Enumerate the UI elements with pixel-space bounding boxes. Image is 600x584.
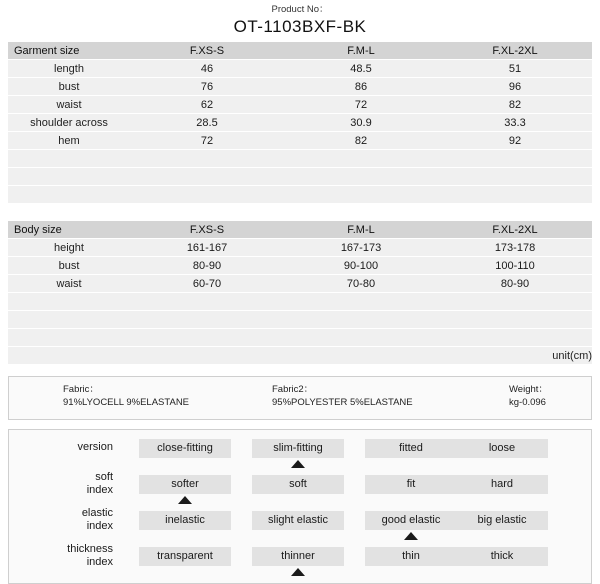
option-soft-3[interactable]: fit	[365, 475, 457, 494]
row-value: 82	[438, 96, 592, 114]
attribute-label-soft-line1: soft	[95, 471, 113, 483]
unit-row	[8, 347, 592, 365]
attribute-label-version: version	[77, 441, 113, 453]
garment-header-cell: F.XS-S	[130, 42, 284, 60]
attribute-row-soft	[9, 471, 591, 510]
option-version-1[interactable]: close-fitting	[139, 439, 231, 458]
table-blank-row	[8, 150, 592, 168]
row-value: 167-173	[284, 239, 438, 257]
fabric-2-label: Fabric2：	[272, 384, 314, 395]
garment-header-cell: F.XL-2XL	[438, 42, 592, 60]
fabric-1-label: Fabric：	[63, 384, 99, 395]
attribute-label-soft	[43, 471, 113, 497]
row-label: shoulder across	[8, 114, 130, 132]
row-value: 62	[130, 96, 284, 114]
table-row	[8, 257, 592, 275]
selected-marker-icon	[291, 568, 305, 576]
row-value: 161-167	[130, 239, 284, 257]
attribute-label-thickness-line2: index	[86, 556, 113, 568]
product-no-label: Product No：	[271, 4, 329, 15]
row-value: 51	[438, 60, 592, 78]
fabric-1-value: 91%LYOCELL 9%ELASTANE	[63, 397, 190, 408]
row-value: 48.5	[284, 60, 438, 78]
body-header-cell: F.XL-2XL	[438, 221, 592, 239]
attribute-row-version	[9, 438, 591, 474]
row-value: 72	[284, 96, 438, 114]
attribute-row-elastic	[9, 507, 591, 546]
attribute-label-thickness-line1: thickness	[67, 543, 113, 555]
body-header-cell: F.XS-S	[130, 221, 284, 239]
table-row	[8, 114, 592, 132]
table-blank-row	[8, 168, 592, 186]
body-header-cell: Body size	[8, 221, 130, 239]
row-value: 173-178	[438, 239, 592, 257]
fabric-1-block	[63, 383, 189, 409]
table-row	[8, 78, 592, 96]
attribute-label-elastic	[43, 507, 113, 533]
option-soft-2[interactable]: soft	[252, 475, 344, 494]
row-value: 60-70	[130, 275, 284, 293]
fabric-info-box	[8, 376, 592, 420]
fabric-2-value: 95%POLYESTER 5%ELASTANE	[272, 397, 413, 408]
garment-header-cell: F.M-L	[284, 42, 438, 60]
option-elastic-4[interactable]: big elastic	[456, 511, 548, 530]
attribute-label-thickness	[43, 543, 113, 569]
attribute-label-elastic-line1: elastic	[81, 507, 113, 519]
table-blank-row	[8, 311, 592, 329]
table-row	[8, 132, 592, 150]
table-row	[8, 96, 592, 114]
row-value: 86	[284, 78, 438, 96]
body-table-header-row	[8, 221, 592, 239]
row-value: 90-100	[284, 257, 438, 275]
row-value: 82	[284, 132, 438, 150]
option-version-4[interactable]: loose	[456, 439, 548, 458]
row-value: 46	[130, 60, 284, 78]
selected-marker-icon	[291, 460, 305, 468]
page-header	[8, 0, 592, 38]
row-value: 33.3	[438, 114, 592, 132]
option-elastic-2[interactable]: slight elastic	[252, 511, 344, 530]
selected-marker-icon	[178, 496, 192, 504]
row-label: waist	[8, 96, 130, 114]
attribute-rating-box	[8, 429, 592, 584]
row-value: 30.9	[284, 114, 438, 132]
table-blank-row	[8, 186, 592, 204]
attribute-label-elastic-line2: index	[86, 520, 113, 532]
fabric-2-block	[272, 383, 413, 409]
row-value: 92	[438, 132, 592, 150]
row-value: 76	[130, 78, 284, 96]
attribute-row-thickness	[9, 543, 591, 582]
row-value: 70-80	[284, 275, 438, 293]
row-value: 28.5	[130, 114, 284, 132]
row-value: 96	[438, 78, 592, 96]
row-value: 80-90	[438, 275, 592, 293]
row-value: 80-90	[130, 257, 284, 275]
option-thickness-4[interactable]: thick	[456, 547, 548, 566]
table-blank-row	[8, 329, 592, 347]
garment-header-cell: Garment size	[8, 42, 130, 60]
attribute-label-soft-line2: index	[86, 484, 113, 496]
table-row	[8, 275, 592, 293]
option-version-3[interactable]: fitted	[365, 439, 457, 458]
option-thickness-3[interactable]: thin	[365, 547, 457, 566]
option-elastic-1[interactable]: inelastic	[139, 511, 231, 530]
weight-label: Weight：	[509, 384, 548, 395]
option-soft-4[interactable]: hard	[456, 475, 548, 494]
table-row	[8, 60, 592, 78]
body-size-table	[8, 221, 592, 365]
garment-table-header-row	[8, 42, 592, 60]
option-thickness-1[interactable]: transparent	[139, 547, 231, 566]
option-elastic-3[interactable]: good elastic	[365, 511, 457, 530]
row-label: waist	[8, 275, 130, 293]
product-no-value: OT-1103BXF-BK	[233, 17, 367, 36]
row-label: bust	[8, 78, 130, 96]
weight-value: kg-0.096	[509, 397, 546, 408]
body-header-cell: F.M-L	[284, 221, 438, 239]
option-soft-1[interactable]: softer	[139, 475, 231, 494]
option-version-2[interactable]: slim-fitting	[252, 439, 344, 458]
table-blank-row	[8, 293, 592, 311]
row-label: bust	[8, 257, 130, 275]
weight-block	[509, 383, 548, 409]
row-value: 100-110	[438, 257, 592, 275]
table-row	[8, 239, 592, 257]
row-value: 72	[130, 132, 284, 150]
option-thickness-2[interactable]: thinner	[252, 547, 344, 566]
row-label: height	[8, 239, 130, 257]
row-label: hem	[8, 132, 130, 150]
unit-label: unit(cm)	[8, 347, 592, 365]
garment-size-table	[8, 42, 592, 204]
selected-marker-icon	[404, 532, 418, 540]
table-gap	[8, 204, 592, 217]
row-label: length	[8, 60, 130, 78]
